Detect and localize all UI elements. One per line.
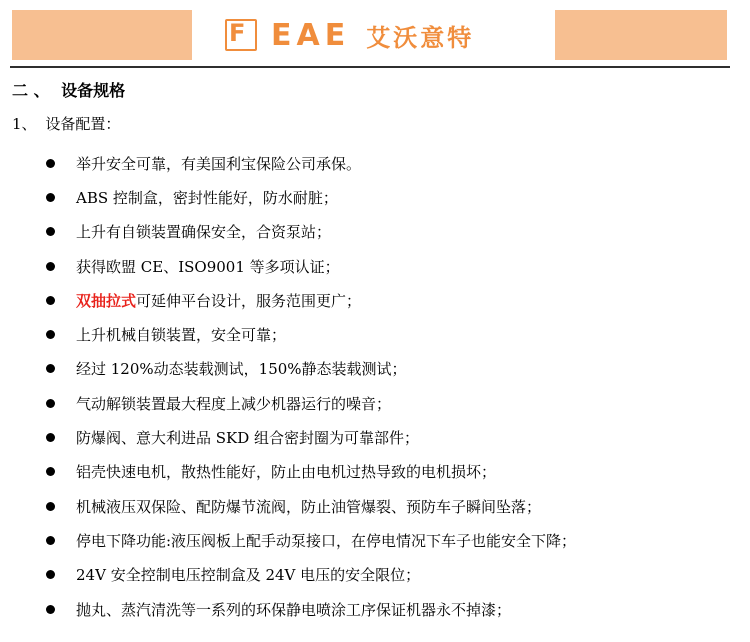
feature-text [76,564,420,585]
feature-highlight: 双抽拉式 [76,291,137,310]
feature-body: 获得欧盟 CE、ISO9001 等多项认证； [76,257,340,276]
feature-body: 气动解锁装置最大程度上减少机器运行的噪音； [76,394,392,413]
feature-body: 铝壳快速电机，散热性能好，防止由电机过热导致的电机损坏； [76,463,497,482]
brand-name-en: EAE [271,17,351,53]
feature-text [76,324,286,345]
bullet-icon [46,570,55,579]
bullet-icon [46,467,55,476]
feature-body: 经过 120%动态装载测试，150%静态装载测试； [76,360,407,379]
subsection-title: 设备配置： [45,115,121,133]
bullet-icon [46,262,55,271]
page-header [0,0,750,66]
header-divider [10,66,730,68]
bullet-icon [46,330,55,339]
logo-mark-letter: F [229,19,246,47]
feature-text [76,496,541,517]
feature-body: 24V 安全控制电压控制盒及 24V 电压的安全限位； [76,566,421,585]
bullet-icon [46,193,55,202]
bullet-icon [46,399,55,408]
feature-text [76,256,340,277]
bullet-icon [46,605,55,614]
logo-mark-icon [225,19,257,51]
feature-body: 可延伸平台设计，服务范围更广； [136,291,362,310]
feature-text [76,530,576,551]
bullet-icon [46,364,55,373]
feature-text [76,290,361,311]
bullet-icon [46,433,55,442]
feature-body: 机械液压双保险、配防爆节流阀，防止油管爆裂、预防车子瞬间坠落； [76,497,542,516]
subsection-number: 1、 [12,115,37,133]
feature-body: 防爆阀、意大利进品 SKD 组合密封圈为可靠部件； [76,429,420,448]
feature-text [76,153,361,174]
feature-text [76,599,511,620]
bullet-icon [46,227,55,236]
feature-text [76,427,419,448]
bullet-icon [46,296,55,305]
brand-name-cn: 艾沃意特 [366,23,475,52]
section-heading [12,78,131,101]
feature-text [76,461,496,482]
section-number: 二 、 [12,81,50,100]
feature-text [76,221,331,242]
subsection-heading [12,113,124,134]
feature-text [76,187,338,208]
feature-text [76,358,407,379]
bullet-icon [46,159,55,168]
section-title: 设备规格 [61,81,126,100]
header-band-right [555,10,727,60]
feature-body: 抛丸、蒸汽清洗等一系列的环保静电喷涂工序保证机器永不掉漆； [76,600,512,619]
feature-body: 停电下降功能:液压阀板上配手动泵接口，在停电情况下车子也能安全下降； [76,531,577,550]
bullet-icon [46,502,55,511]
bullet-icon [46,536,55,545]
feature-text [76,393,391,414]
feature-body: 上升机械自锁装置，安全可靠； [76,326,287,345]
feature-body: ABS 控制盒，密封性能好，防水耐脏； [76,188,338,207]
brand-logo [225,10,474,60]
feature-body: 上升有自锁装置确保安全，合资泵站； [76,223,332,242]
header-band-left [12,10,192,60]
feature-body: 举升安全可靠，有美国利宝保险公司承保。 [76,154,362,173]
